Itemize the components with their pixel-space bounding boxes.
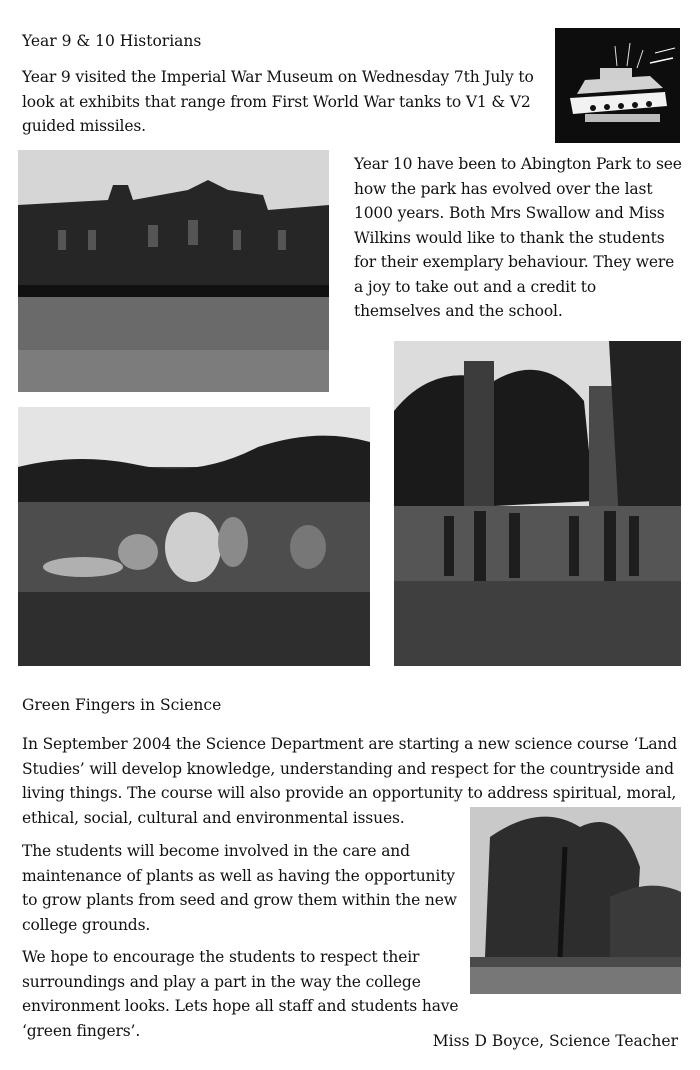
- tank-clipart-image: [555, 28, 680, 143]
- students-picnic-photo: [18, 407, 370, 666]
- science-paragraph-1: In September 2004 the Science Department are starting a new science course ‘Land Studies’ will develop knowledge, understanding and respect for the countryside and living things. The course will also provide an opportunity to address spiritual, moral, ethical, social, cultural and environmental issues.: [22, 735, 678, 827]
- science-paragraph-3: We hope to encourage the students to respect their surroundings and play a part in the way the college environment looks. Lets hope all staff and students have ‘green fingers’.: [22, 948, 459, 1040]
- abbey-ruins-photo: [394, 341, 681, 666]
- science-paragraph-2: The students will become involved in the care and maintenance of plants as well as having the opportunity to grow plants from seed and grow them within the new college grounds.: [22, 842, 457, 934]
- year10-paragraph: Year 10 have been to Abington Park to see how the park has evolved over the last 1000 years. Both Mrs Swallow and Miss Wilkins would like to thank the students for their exemplary behaviour. They were a joy to take out and a credit to themselves and the school.: [354, 155, 682, 320]
- year9-paragraph: Year 9 visited the Imperial War Museum on Wednesday 7th July to look at exhibits that range from First World War tanks to V1 & V2 guided missiles.: [22, 68, 534, 135]
- science-heading: Green Fingers in Science: [22, 696, 222, 714]
- signature: Miss D Boyce, Science Teacher: [432, 1032, 678, 1050]
- abington-park-building-photo: [18, 150, 329, 392]
- history-heading: Year 9 & 10 Historians: [22, 32, 202, 50]
